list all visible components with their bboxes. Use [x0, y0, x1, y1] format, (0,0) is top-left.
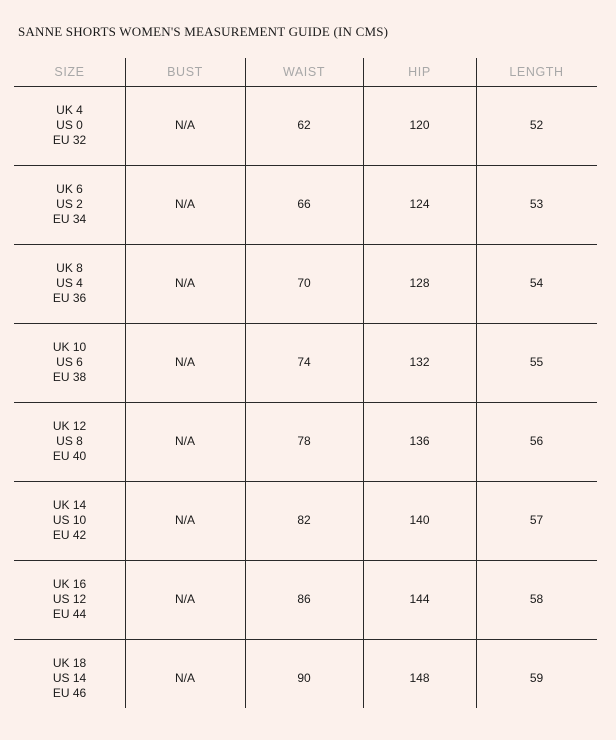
size-label: EU 44 [52, 607, 87, 621]
size-label: UK 16 [52, 577, 87, 591]
column-divider [476, 58, 477, 708]
size-label: EU 34 [52, 212, 87, 226]
bust-cell: N/A [174, 513, 195, 527]
size-label: US 12 [52, 592, 87, 606]
size-label: UK 6 [56, 182, 83, 196]
header-waist: WAIST [282, 64, 326, 79]
size-cell [14, 323, 125, 402]
length-cell: 55 [529, 355, 544, 369]
hip-cell: 132 [409, 355, 430, 369]
length-cell: 56 [529, 434, 544, 448]
waist-cell: 90 [297, 671, 311, 685]
size-label: UK 10 [52, 340, 87, 354]
size-label: EU 38 [52, 370, 87, 384]
bust-cell: N/A [174, 276, 195, 290]
hip-cell: 120 [409, 118, 430, 132]
waist-cell: 86 [297, 592, 311, 606]
header-length: LENGTH [509, 64, 564, 79]
size-label: EU 40 [52, 449, 87, 463]
measurement-table [14, 58, 597, 708]
row-divider [14, 402, 597, 403]
row-divider [14, 86, 597, 87]
hip-cell: 136 [409, 434, 430, 448]
row-divider [14, 639, 597, 640]
size-cell [14, 165, 125, 244]
bust-cell: N/A [174, 118, 195, 132]
length-cell: 54 [529, 276, 544, 290]
length-cell: 57 [529, 513, 544, 527]
size-label: EU 36 [52, 291, 87, 305]
page-title: SANNE SHORTS WOMEN'S MEASUREMENT GUIDE (IN CMS) [18, 24, 389, 39]
length-cell: 58 [529, 592, 544, 606]
size-label: UK 18 [52, 656, 87, 670]
size-label: EU 46 [52, 686, 87, 700]
hip-cell: 144 [409, 592, 430, 606]
row-divider [14, 560, 597, 561]
column-divider [245, 58, 246, 708]
bust-cell: N/A [174, 434, 195, 448]
waist-cell: 70 [297, 276, 311, 290]
size-label: EU 42 [52, 528, 87, 542]
size-cell [14, 639, 125, 718]
bust-cell: N/A [174, 355, 195, 369]
bust-cell: N/A [174, 197, 195, 211]
size-label: US 14 [52, 671, 87, 685]
hip-cell: 148 [409, 671, 430, 685]
length-cell: 52 [529, 118, 544, 132]
row-divider [14, 165, 597, 166]
size-cell [14, 481, 125, 560]
header-bust: BUST [167, 64, 203, 79]
header-size: SIZE [54, 64, 85, 79]
row-divider [14, 323, 597, 324]
column-divider [125, 58, 126, 708]
length-cell: 59 [529, 671, 544, 685]
waist-cell: 82 [297, 513, 311, 527]
size-label: UK 8 [56, 261, 83, 275]
size-label: US 8 [56, 434, 83, 448]
waist-cell: 62 [297, 118, 311, 132]
column-divider [363, 58, 364, 708]
size-label: UK 14 [52, 498, 87, 512]
size-label: US 4 [56, 276, 83, 290]
size-label: US 0 [56, 118, 83, 132]
hip-cell: 140 [409, 513, 430, 527]
size-cell [14, 244, 125, 323]
waist-cell: 66 [297, 197, 311, 211]
size-label: US 6 [56, 355, 83, 369]
size-label: UK 4 [56, 103, 83, 117]
bust-cell: N/A [174, 671, 195, 685]
waist-cell: 78 [297, 434, 311, 448]
size-label: UK 12 [52, 419, 87, 433]
bust-cell: N/A [174, 592, 195, 606]
row-divider [14, 481, 597, 482]
size-label: US 2 [56, 197, 83, 211]
size-label: US 10 [52, 513, 87, 527]
hip-cell: 124 [409, 197, 430, 211]
hip-cell: 128 [409, 276, 430, 290]
size-label: EU 32 [52, 133, 87, 147]
length-cell: 53 [529, 197, 544, 211]
header-hip: HIP [408, 64, 431, 79]
waist-cell: 74 [297, 355, 311, 369]
row-divider [14, 244, 597, 245]
size-cell [14, 86, 125, 165]
size-cell [14, 402, 125, 481]
size-cell [14, 560, 125, 639]
